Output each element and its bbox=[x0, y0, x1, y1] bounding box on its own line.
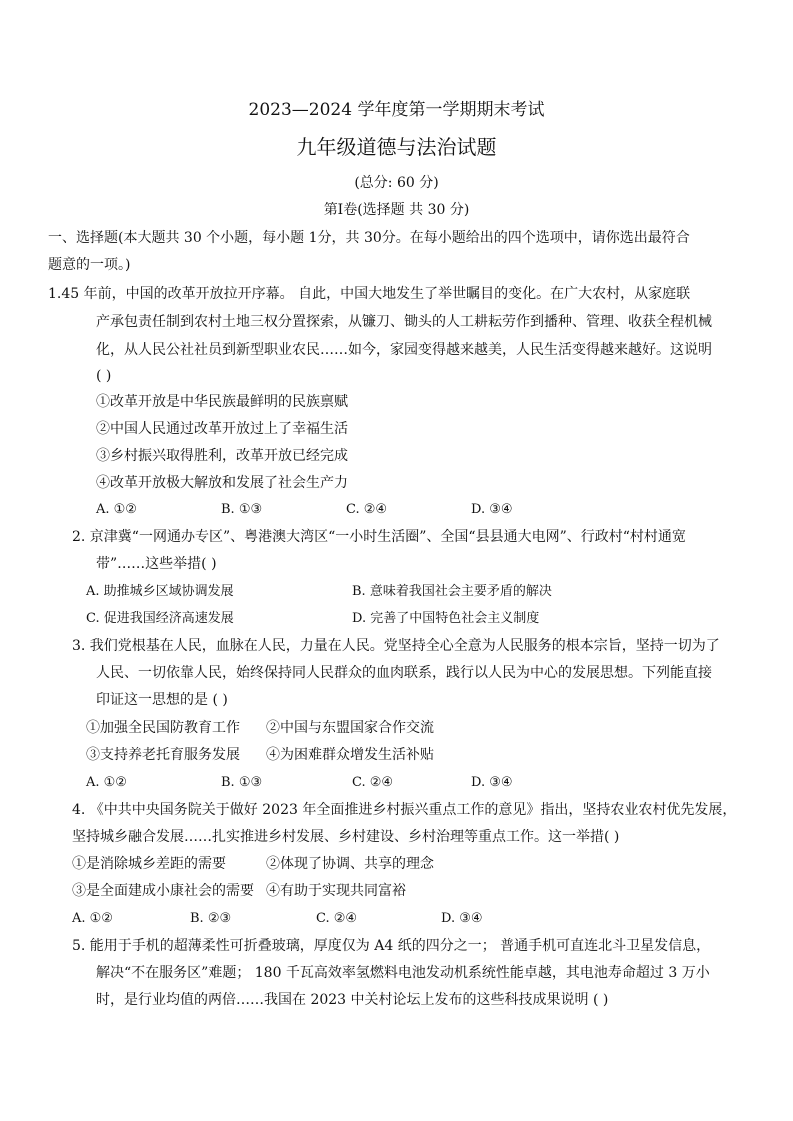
statement: ③是全面建成小康社会的需要 bbox=[72, 883, 254, 899]
option-a: A. ①② bbox=[72, 911, 113, 926]
question-stem-line: 时，是行业均值的两倍……我国在 2023 中关村论坛上发布的这些科技成果说明 ( ) bbox=[96, 992, 609, 1008]
option-d: D. ③④ bbox=[471, 502, 513, 517]
question-stem-line: 2. 京津冀“一网通办专区”、粤港澳大湾区“一小时生活圈”、全国“县县通大电网”、行政村“村村通宽 bbox=[72, 529, 686, 545]
question-stem-line: 带”……这些举措( ) bbox=[96, 556, 217, 572]
statement: ②中国人民通过改革开放过上了幸福生活 bbox=[96, 421, 348, 437]
option-c: C. ②④ bbox=[316, 911, 358, 926]
option-d: D. 完善了中国特色社会主义制度 bbox=[352, 611, 540, 626]
exam-title: 2023—2024 学年度第一学期期末考试 bbox=[248, 100, 545, 120]
option-c: C. ②④ bbox=[346, 502, 388, 517]
statement: ④改革开放极大解放和发展了社会生产力 bbox=[96, 475, 348, 491]
option-a: A. 助推城乡区域协调发展 bbox=[86, 584, 234, 599]
question-stem-line: 坚持城乡融合发展……扎实推进乡村发展、乡村建设、乡村治理等重点工作。这一举措( ) bbox=[72, 829, 620, 845]
question-stem-line: 5. 能用于手机的超薄柔性可折叠玻璃，厚度仅为 A4 纸的四分之一； 普通手机可直连北斗卫星发信息， bbox=[72, 938, 711, 954]
statement: ①改革开放是中华民族最鲜明的民族禀赋 bbox=[96, 394, 348, 410]
statement: ③乡村振兴取得胜利，改革开放已经完成 bbox=[96, 448, 348, 464]
section-heading: 第Ⅰ卷(选择题 共 30 分) bbox=[323, 202, 470, 218]
option-b: B. ①③ bbox=[221, 502, 263, 517]
statement: ①是消除城乡差距的需要 bbox=[72, 856, 226, 872]
statement: ②中国与东盟国家合作交流 bbox=[266, 720, 434, 736]
question-stem-line: 印证这一思想的是 ( ) bbox=[96, 692, 228, 708]
question-stem-line: 化，从人民公社社员到新型职业农民……如今，家园变得越来越美，人民生活变得越来越好。这说明 bbox=[96, 342, 712, 358]
question-stem-line: 4. 《中共中央国务院关于做好 2023 年全面推进乡村振兴重点工作的意见》指出，坚持农业农村优先发展， bbox=[72, 802, 737, 818]
option-a: A. ①② bbox=[86, 775, 127, 790]
statement: ④为困难群众增发生活补贴 bbox=[266, 747, 434, 763]
statement: ④有助于实现共同富裕 bbox=[266, 883, 406, 899]
total-score: (总分: 60 分) bbox=[354, 175, 439, 191]
question-stem-line: 3. 我们党根基在人民，血脉在人民，力量在人民。党坚持全心全意为人民服务的根本宗旨，坚持一切为了 bbox=[72, 638, 720, 654]
option-b: B. ②③ bbox=[190, 911, 232, 926]
option-a: A. ①② bbox=[96, 502, 137, 517]
option-c: C. ②④ bbox=[352, 775, 394, 790]
question-stem-line: 解决“不在服务区”难题； 180 千瓦高效率氢燃料电池发动机系统性能卓越，其电池寿命超过 3 万小 bbox=[96, 965, 710, 981]
option-d: D. ③④ bbox=[441, 911, 483, 926]
statement: ③支持养老托育服务发展 bbox=[86, 747, 240, 763]
instructions-line: 题意的一项。) bbox=[48, 257, 131, 273]
exam-subtitle: 九年级道德与法治试题 bbox=[296, 135, 497, 159]
instructions-line: 一、选择题(本大题共 30 个小题，每小题 1分，共 30分。在每小题给出的四个选项中，请你选出最符合 bbox=[48, 230, 690, 246]
statement: ①加强全民国防教育工作 bbox=[86, 720, 240, 736]
question-stem-line: 1.45 年前，中国的改革开放拉开序幕。 自此，中国大地发生了举世瞩目的变化。在广大农村，从家庭联 bbox=[48, 286, 691, 302]
answer-blank: ( ) bbox=[96, 368, 112, 384]
option-b: B. ①③ bbox=[221, 775, 263, 790]
question-stem-line: 产承包责任制到农村土地三权分置探索，从镰刀、锄头的人工耕耘劳作到播种、管理、收获全程机械 bbox=[96, 314, 712, 330]
option-d: D. ③④ bbox=[471, 775, 513, 790]
question-stem-line: 人民、一切依靠人民，始终保持同人民群众的血肉联系，践行以人民为中心的发展思想。下列能直接 bbox=[96, 665, 712, 681]
option-c: C. 促进我国经济高速发展 bbox=[86, 611, 234, 626]
option-b: B. 意味着我国社会主要矛盾的解决 bbox=[352, 584, 552, 599]
statement: ②体现了协调、共享的理念 bbox=[266, 856, 434, 872]
